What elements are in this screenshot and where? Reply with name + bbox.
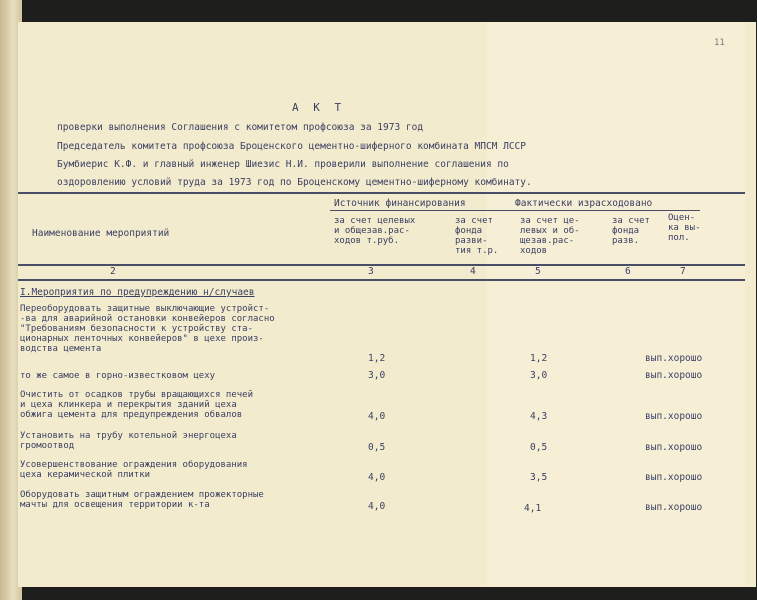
intro-line-2: Председатель комитета профсоюза Броценского цементно-шиферного комбината МПСМ ЛССР	[57, 141, 526, 152]
section-heading: I.Мероприятия по предупреждению н/случаев	[20, 287, 255, 298]
table-row-1-name: Переоборудовать защитные выключающие устройст- -ва для аварийной остановки конвейеров согласно "Требованиям безопасности к устройству ста- ционарных ленточных конвейеров" в цехе произ- водства цемента	[20, 304, 275, 354]
header-col-7: Оцен- ка вы- пол.	[668, 213, 701, 243]
col-number-3: 3	[368, 266, 374, 277]
table-row-2-actual: 3,0	[530, 370, 548, 381]
header-group-planned: Источник финансирования	[334, 198, 466, 209]
table-row-6-planned: 4,0	[368, 501, 386, 512]
table-top-rule	[18, 192, 745, 194]
table-row-4-planned: 0,5	[368, 442, 386, 453]
table-row-1-planned: 1,2	[368, 353, 386, 364]
header-bottom-rule	[18, 264, 745, 266]
page-number: 11	[714, 38, 725, 48]
table-row-3-grade: вып.хорошо	[645, 411, 703, 422]
table-row-2-name: то же самое в горно-известковом цеху	[20, 371, 216, 381]
table-row-3-planned: 4,0	[368, 411, 386, 422]
table-row-6-grade: вып.хорошо	[645, 502, 703, 513]
table-row-4-grade: вып.хорошо	[645, 442, 703, 453]
document-title: А К Т	[292, 101, 346, 114]
header-col-6: за счет фонда разв.	[612, 216, 650, 246]
header-name: Наименование мероприятий	[32, 228, 170, 239]
col-number-5: 5	[535, 266, 541, 277]
header-group-actual: Фактически израсходовано	[515, 198, 653, 209]
numbers-bottom-rule	[18, 279, 745, 281]
intro-line-3: Бумбиерис К.Ф. и главный инженер Шиезис Н.И. проверили выполнение соглашения по	[57, 159, 509, 170]
col-number-2: 2	[110, 266, 116, 277]
table-row-3-actual: 4,3	[530, 411, 548, 422]
header-col-3: за счет целевых и общезав.рас- ходов т.руб.	[334, 216, 416, 246]
table-row-6-actual: 4,1	[524, 503, 542, 514]
table-row-1-grade: вып.хорошо	[645, 353, 703, 364]
intro-line-1: проверки выполнения Соглашения с комитетом профсоюза за 1973 год	[57, 122, 424, 133]
table-row-5-actual: 3,5	[530, 472, 548, 483]
table-row-1-actual: 1,2	[530, 353, 548, 364]
group-header-rule	[330, 210, 700, 211]
table-row-2-grade: вып.хорошо	[645, 370, 703, 381]
table-row-5-grade: вып.хорошо	[645, 472, 703, 483]
table-row-2-planned: 3,0	[368, 370, 386, 381]
header-col-4: за счет фонда разви- тия т.р.	[455, 216, 499, 256]
intro-line-4: оздоровлению условий труда за 1973 год по Броценскому цементно-шиферному комбинату.	[57, 177, 532, 188]
table-row-5-planned: 4,0	[368, 472, 386, 483]
header-col-5: за счет це- левых и об- щезав.рас- ходов	[520, 216, 580, 256]
col-number-6: 6	[625, 266, 631, 277]
table-row-6-name: Оборудовать защитным ограждением прожекторные мачты для освещения территории к-та	[20, 490, 264, 510]
col-number-4: 4	[470, 266, 476, 277]
table-row-5-name: Усовершенствование ограждения оборудования цеха керамической плитки	[20, 460, 248, 480]
table-row-4-actual: 0,5	[530, 442, 548, 453]
table-row-4-name: Установить на трубу котельной энергоцеха громоотвод	[20, 431, 237, 451]
col-number-7: 7	[680, 266, 686, 277]
table-row-3-name: Очистить от осадков трубы вращающихся печей и цеха клинкера и перекрытия зданий цеха обжига цемента для предупреждения обвалов	[20, 390, 253, 420]
